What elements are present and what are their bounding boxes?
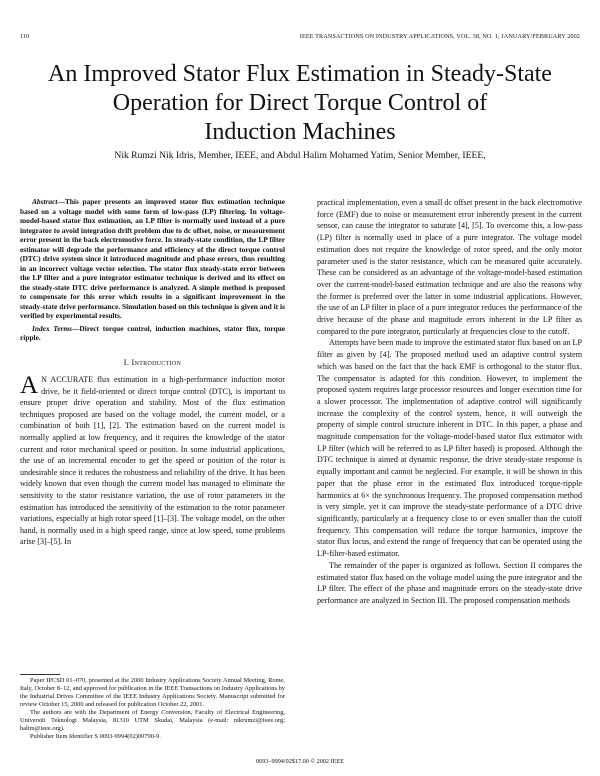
title-line: Operation for Direct Torque Control of xyxy=(112,90,488,116)
title-line: An Improved Stator Flux Estimation in Steady-State xyxy=(48,61,552,87)
section-heading xyxy=(20,357,285,369)
body-paragraph: practical implementation, even a small dc offset present in the back electromotive force (EMF) due to noise or measurement error inherently present in the current sensor, can cause the integrator to saturate [4], [5]. To overcome this, a low-pass (LP) filter is normally used in place of a pure integrator. The voltage model estimation does not require the knowledge of rotor speed, and the only motor parameter used is the stator resistance, which can be measured quite accurately. These can be considered as an advantage of the voltage-model-based estimation over the current-model-based estimation technique and are also the reasons why the former is preferred over the latter in some industrial applications. However, the use of an LP filter in place of a pure integrator reduces the performance of the drive because of the phase and magnitude errors inherent in the LP filter as compared to the pure integrator, particularly at frequencies close to the cutoff. xyxy=(317,198,582,336)
footnote: Publisher Item Identifier S 0093-9994(02)00790-9. xyxy=(30,733,161,740)
title-line: Induction Machines xyxy=(204,119,396,145)
footnote-rule xyxy=(20,674,60,675)
drop-cap: A xyxy=(20,372,39,400)
author-list: Nik Rumzi Nik Idris, Member, IEEE, and Abdul Halim Mohamed Yatim, Senior Member, IEEE, xyxy=(114,150,486,161)
section-number: I. xyxy=(123,357,132,367)
page-number: 110 xyxy=(20,33,30,40)
running-header xyxy=(20,33,580,43)
copyright-line: 0093–9994/02$17.00 © 2002 IEEE xyxy=(256,758,344,765)
index-terms xyxy=(20,324,285,343)
index-terms-lead: Index Terms— xyxy=(32,323,80,333)
index-terms-text: Direct torque control, induction machines, stator flux, torque ripple. xyxy=(20,323,286,342)
intro-paragraph-text: N ACCURATE flux estimation in a high-performance induction motor drive, be it field-oriented or direct torque control (DTC), is important to ensure proper drive operation and stability. Most of the flux estimation techniques proposed are based on the voltage model, the current model, or a combination of both [1], [2]. The estimation based on the current model is normally applied at low frequency, and it requires the knowledge of the stator current and rotor mechanical speed or position. In some industrial applications, the use of an incremental encoder to get the speed or position of the rotor is undesirable since it reduces the robustness and reliability of the drive. It has been widely known that even though the current model has managed to eliminate the sensitivity to the stator resistance variation, the use of rotor parameters in the estimation has introduced the sensitivity of the estimation to the rotor parameter variations, especially at high rotor speed [1]–[3]. The voltage model, on the other hand, is normally used in a high speed range, since at low speed, some problems arise [3]–[5]. In xyxy=(20,375,285,547)
footnotes xyxy=(20,674,285,741)
footnote: The authors are with the Department of Energy Conversion, Faculty of Electrical Engineering, Universiti Teknologi Malaysia, 81310 UTM Skudai, Malaysia (e-mail: nikrumzi@ieee.org; halim@ieee.org). xyxy=(20,709,285,732)
intro-paragraph xyxy=(20,374,285,548)
right-column xyxy=(317,197,582,607)
abstract-lead: Abstract— xyxy=(32,197,65,206)
footnote: Paper IPCSD 01–070, presented at the 2000 Industry Applications Society Annual Meeting, Rome, Italy, October 8–12, and approved for publication in the IEEE Transactions on Industry Applications by the Industrial Drives Committee of the IEEE Industry Applications Society. Manuscript submitted for review October 15, 2000 and released for publication October 22, 2001. xyxy=(20,677,285,708)
journal-name: IEEE TRANSACTIONS ON INDUSTRY APPLICATIONS, VOL. 38, NO. 1, JANUARY/FEBRUARY 2002 xyxy=(299,33,580,40)
left-column xyxy=(20,197,285,548)
body-paragraph: The remainder of the paper is organized as follows. Section II compares the estimated stator flux based on the voltage model using the pure integrator and the LP filter. The effect of the phase and magnitude errors on the steady-state drive performance are analyzed in Section III. The proposed compensation methods xyxy=(317,560,582,605)
abstract xyxy=(20,197,285,321)
section-title: Introduction xyxy=(131,357,182,367)
paper-title xyxy=(20,60,580,147)
abstract-text: This paper presents an improved stator flux estimation technique based on a voltage model with some form of low-pass (LP) filtering. In voltage-model-based stator flux estimation, an LP filter is normally used instead of a pure integrator to avoid integration drift problem due to dc offset, noise, or measurement error present in the back electromotive force. In steady-state condition, the LP filter estimator will degrade the performance and efficiency of the direct torque control (DTC) drive system since it introduced magnitude and phase errors, thus resulting in an incorrect voltage vector selection. The stator flux steady-state error between the LP filter and a pure integrator estimator technique is derived and its effect on the steady-state DTC drive performance is analyzed. A simple method is proposed to compensate for this error which results in a significant improvement in the steady-state drive performance. Simulation based on this technique is given and it is verified by experimental results. xyxy=(20,197,285,320)
body-paragraph: Attempts have been made to improve the estimated stator flux based on an LP filter as given by [4]. The proposed method used an adaptive control system which was based on the fact that the back EMF is orthogonal to the stator flux. The compensator is adapted for this condition. However, to implement the proposed system requires large processor resources and longer execution time for a slower processor. The implementation of adaptive control will significantly increase the complexity of the control system, hence, it will outweigh the property of simple control structure inherent in DTC. In this paper, a phase and magnitude compensation for the voltage-model-based stator flux estimator with LP filter (which will be referred to as LP filter based) is proposed. Although the DTC technique is aimed at dynamic response, the drive steady-state response is equally important and cannot be neglected. For example, it will be shown in this paper that the phase error in the estimated flux introduced torque-ripple harmonics at 6× the synchronous frequency. The proposed compensation method is very simple, yet it can improve the steady-state performance of a DTC drive significantly, particularly at a frequency close to or even smaller than the cutoff frequency. This compensation will reduce the torque harmonics, improve the stator flux locus, and extend the range of frequency that can be operated using the LP-filter-based estimator. xyxy=(317,338,582,559)
